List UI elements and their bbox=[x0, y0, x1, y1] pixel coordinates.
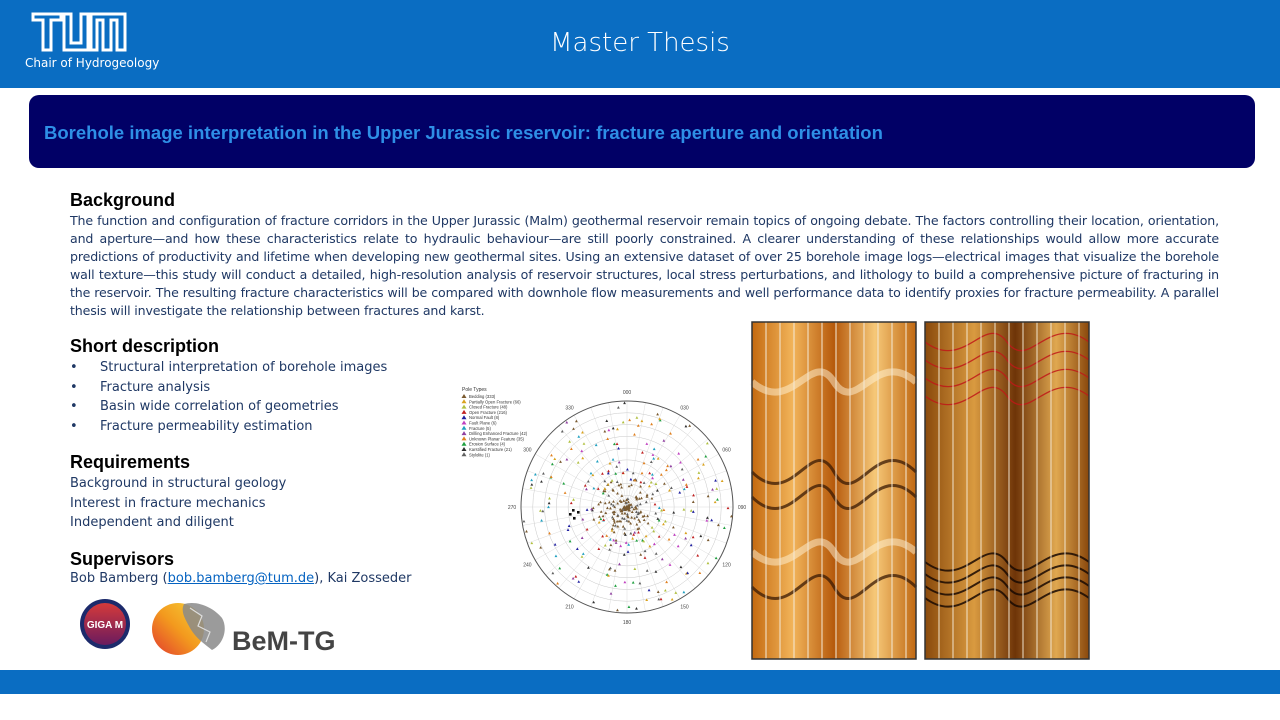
pole-marker bbox=[706, 442, 709, 445]
borehole-image-log-2 bbox=[925, 322, 1089, 659]
pole-marker bbox=[609, 544, 612, 547]
pole-marker bbox=[635, 523, 638, 526]
pole-marker bbox=[637, 518, 640, 521]
pole-marker bbox=[548, 502, 551, 505]
legend-marker-icon bbox=[462, 431, 467, 435]
bullet-icon: • bbox=[70, 418, 78, 434]
pole-marker bbox=[668, 538, 671, 541]
pole-marker bbox=[621, 512, 624, 515]
pole-marker bbox=[639, 503, 642, 506]
pole-marker bbox=[564, 491, 567, 494]
pole-marker bbox=[613, 443, 616, 446]
bullet-icon: • bbox=[70, 360, 78, 375]
pole-marker bbox=[623, 401, 626, 404]
pole-marker bbox=[584, 484, 587, 487]
pole-marker bbox=[572, 577, 575, 580]
pole-marker bbox=[643, 481, 646, 484]
pole-marker bbox=[635, 495, 638, 498]
pole-marker bbox=[674, 591, 677, 594]
pole-marker bbox=[612, 427, 615, 430]
pole-marker bbox=[568, 440, 571, 443]
short-description-list bbox=[70, 358, 387, 436]
pole-marker bbox=[628, 419, 631, 422]
pole-marker bbox=[597, 547, 600, 550]
pole-marker bbox=[707, 538, 710, 541]
azimuth-label: 330 bbox=[565, 405, 574, 412]
azimuth-label: 240 bbox=[523, 562, 532, 569]
pole-marker bbox=[581, 555, 584, 558]
pole-marker bbox=[662, 439, 665, 442]
pole-marker bbox=[699, 535, 702, 538]
pole-marker bbox=[586, 508, 589, 511]
pole-marker bbox=[684, 537, 687, 540]
pole-marker bbox=[562, 482, 565, 485]
pole-marker bbox=[632, 581, 635, 584]
pole-marker bbox=[530, 483, 533, 486]
pole-marker bbox=[616, 525, 619, 528]
pole-marker bbox=[696, 554, 699, 557]
pole-marker bbox=[633, 531, 636, 534]
pole-marker bbox=[705, 519, 708, 522]
azimuth-label: 180 bbox=[622, 620, 632, 626]
footer-bar bbox=[0, 670, 1280, 694]
pole-marker bbox=[577, 461, 580, 464]
legend-title: Pole Types bbox=[462, 387, 487, 393]
pole-marker bbox=[666, 465, 669, 468]
pole-marker bbox=[574, 575, 577, 578]
legend-marker-icon bbox=[462, 436, 467, 440]
pole-marker bbox=[605, 534, 608, 537]
legend-entry: Unknown Planar Feature (35) bbox=[469, 436, 524, 442]
pole-marker bbox=[523, 520, 526, 523]
pole-marker bbox=[637, 531, 640, 534]
pole-marker bbox=[723, 526, 726, 529]
pole-marker bbox=[628, 485, 631, 488]
pole-marker bbox=[672, 526, 675, 529]
pole-marker bbox=[540, 480, 543, 483]
pole-marker bbox=[601, 472, 604, 475]
supervisors-heading: Supervisors bbox=[70, 549, 175, 569]
page-subtitle: Master Thesis bbox=[550, 28, 730, 58]
email-link[interactable]: bob.bamberg@tum.de bbox=[167, 571, 315, 586]
pole-marker bbox=[645, 442, 648, 445]
azimuth-label: 210 bbox=[565, 604, 574, 611]
list-item: • Structural interpretation of borehole images bbox=[70, 358, 387, 378]
pole-marker bbox=[605, 419, 608, 422]
legend-marker-icon bbox=[462, 394, 467, 398]
pole-marker bbox=[692, 536, 695, 539]
pole-marker bbox=[657, 590, 660, 593]
azimuth-label: 090 bbox=[737, 505, 747, 511]
pole-marker bbox=[633, 433, 636, 436]
giga-logo-text: GIGA M bbox=[86, 620, 124, 631]
legend-marker-icon bbox=[462, 410, 467, 414]
pole-marker bbox=[570, 447, 573, 450]
pole-marker bbox=[645, 501, 648, 504]
pole-marker bbox=[706, 516, 709, 519]
pole-marker bbox=[684, 532, 687, 535]
pole-marker bbox=[647, 522, 650, 525]
pole-marker bbox=[682, 508, 685, 511]
pole-marker bbox=[669, 465, 672, 468]
pole-marker bbox=[648, 589, 651, 592]
pole-marker bbox=[653, 447, 656, 450]
pole-marker bbox=[715, 487, 718, 490]
pole-marker bbox=[622, 525, 625, 528]
pole-marker bbox=[665, 469, 668, 472]
pole-marker bbox=[680, 565, 683, 568]
pole-marker bbox=[661, 558, 664, 561]
pole-marker bbox=[577, 435, 580, 438]
pole-marker bbox=[670, 486, 673, 489]
pole-marker bbox=[707, 495, 710, 498]
pole-marker bbox=[607, 494, 610, 497]
pole-marker bbox=[616, 520, 619, 523]
azimuth-label: 060 bbox=[722, 447, 731, 454]
legend-entry: Stylolite (1) bbox=[469, 452, 490, 458]
pole-marker bbox=[648, 472, 651, 475]
pole-marker bbox=[650, 460, 653, 463]
pole-marker bbox=[692, 500, 695, 503]
pole-marker bbox=[623, 581, 626, 584]
pole-marker bbox=[697, 471, 700, 474]
pole-marker bbox=[681, 468, 684, 471]
pole-marker bbox=[622, 421, 625, 424]
pole-marker bbox=[547, 505, 550, 508]
pole-marker bbox=[672, 511, 675, 514]
legend-marker-icon bbox=[462, 442, 467, 446]
pole-marker bbox=[585, 488, 588, 491]
pole-marker bbox=[685, 483, 688, 486]
pole-marker bbox=[697, 477, 700, 480]
pole-marker bbox=[573, 517, 576, 520]
pole-marker bbox=[616, 442, 619, 445]
pole-marker bbox=[568, 524, 571, 527]
thesis-title: Borehole image interpretation in the Upper Jurassic reservoir: fracture aperture and orientation bbox=[44, 122, 883, 143]
pole-marker bbox=[633, 567, 636, 570]
pole-marker bbox=[582, 552, 585, 555]
pole-marker bbox=[559, 460, 562, 463]
bullet-icon: • bbox=[70, 399, 78, 414]
pole-marker bbox=[714, 479, 717, 482]
pole-marker bbox=[615, 465, 618, 468]
pole-marker bbox=[658, 417, 661, 420]
pole-marker bbox=[577, 580, 580, 583]
legend-marker-icon bbox=[462, 405, 467, 409]
pole-marker bbox=[599, 517, 602, 520]
legend-entry: Karstified Fracture (21) bbox=[469, 447, 512, 452]
pole-marker bbox=[569, 513, 572, 516]
pole-marker bbox=[707, 562, 710, 565]
pole-marker bbox=[611, 527, 614, 530]
pole-marker bbox=[698, 571, 701, 574]
pole-marker bbox=[626, 468, 629, 471]
pole-marker bbox=[617, 406, 620, 409]
pole-marker bbox=[540, 519, 543, 522]
pole-marker bbox=[565, 458, 568, 461]
pole-marker bbox=[677, 452, 680, 455]
azimuth-label: 150 bbox=[680, 604, 689, 611]
pole-marker bbox=[565, 421, 568, 424]
pole-marker bbox=[683, 488, 686, 491]
pole-marker bbox=[714, 501, 717, 504]
pole-marker bbox=[653, 542, 656, 545]
pole-marker bbox=[608, 548, 611, 551]
pole-marker bbox=[618, 461, 621, 464]
azimuth-label: 300 bbox=[523, 447, 532, 454]
pole-marker bbox=[651, 493, 654, 496]
pole-marker bbox=[678, 491, 681, 494]
pole-marker bbox=[721, 479, 724, 482]
pole-marker bbox=[612, 458, 615, 461]
pole-marker bbox=[616, 428, 619, 431]
pole-marker bbox=[711, 488, 714, 491]
pole-marker bbox=[652, 457, 655, 460]
pole-marker bbox=[616, 480, 619, 483]
pole-marker bbox=[554, 543, 557, 546]
pole-marker bbox=[641, 451, 644, 454]
pole-marker bbox=[682, 591, 685, 594]
pole-marker bbox=[604, 511, 607, 514]
bem-logo-text: BeM-TG bbox=[232, 626, 336, 656]
pole-marker bbox=[558, 567, 561, 570]
list-item: Background in structural geology bbox=[70, 476, 287, 491]
pole-marker bbox=[697, 458, 700, 461]
giga-m-logo-icon bbox=[79, 598, 131, 650]
list-item: Independent and diligent bbox=[70, 515, 234, 530]
pole-marker bbox=[646, 569, 649, 572]
pole-marker bbox=[623, 553, 626, 556]
pole-marker bbox=[616, 609, 619, 612]
list-item: • Fracture analysis bbox=[70, 378, 387, 398]
pole-marker bbox=[614, 584, 617, 587]
pole-marker bbox=[551, 463, 554, 466]
pole-marker bbox=[572, 509, 575, 512]
legend-entry: Bedding (333) bbox=[469, 394, 496, 399]
short-description-heading: Short description bbox=[70, 336, 220, 356]
pole-marker bbox=[657, 457, 660, 460]
pole-marker bbox=[548, 497, 551, 500]
pole-marker bbox=[586, 528, 589, 531]
pole-marker bbox=[664, 589, 667, 592]
pole-marker bbox=[662, 508, 665, 511]
bem-tg-logo-icon bbox=[150, 598, 355, 656]
pole-marker bbox=[704, 455, 707, 458]
pole-marker bbox=[577, 511, 580, 514]
pole-marker bbox=[598, 521, 601, 524]
azimuth-label: 270 bbox=[507, 505, 517, 511]
pole-marker bbox=[656, 413, 659, 416]
pole-marker bbox=[641, 472, 644, 475]
pole-marker bbox=[644, 556, 647, 559]
header-bar bbox=[0, 0, 1280, 88]
pole-marker bbox=[690, 509, 693, 512]
pole-marker bbox=[663, 482, 666, 485]
pole-marker bbox=[635, 515, 638, 518]
pole-marker bbox=[688, 424, 691, 427]
pole-marker bbox=[640, 420, 643, 423]
pole-marker bbox=[583, 442, 586, 445]
pole-marker bbox=[650, 423, 653, 426]
pole-marker bbox=[657, 598, 660, 601]
pole-marker bbox=[665, 580, 668, 583]
pole-marker bbox=[569, 540, 572, 543]
pole-marker bbox=[555, 555, 558, 558]
background-heading: Background bbox=[70, 190, 176, 210]
pole-marker bbox=[690, 544, 693, 547]
pole-marker bbox=[603, 430, 606, 433]
pole-marker bbox=[710, 519, 713, 522]
pole-marker bbox=[625, 519, 628, 522]
list-item: • Fracture permeability estimation bbox=[70, 417, 387, 437]
pole-marker bbox=[716, 498, 719, 501]
legend-marker-icon bbox=[462, 452, 467, 456]
list-item: Interest in fracture mechanics bbox=[70, 495, 266, 511]
legend-entry: Normal Fault (8) bbox=[469, 415, 500, 421]
pole-marker bbox=[556, 582, 559, 585]
azimuth-label: 000 bbox=[622, 390, 632, 396]
pole-marker bbox=[635, 416, 638, 419]
legend-marker-icon bbox=[462, 399, 467, 403]
pole-marker bbox=[682, 478, 685, 481]
title-banner bbox=[29, 95, 1255, 168]
pole-marker bbox=[541, 510, 544, 513]
pole-marker bbox=[638, 582, 641, 585]
requirements-list bbox=[70, 474, 286, 533]
pole-marker bbox=[635, 607, 638, 610]
background-text: The function and configuration of fracture corridors in the Upper Jurassic (Malm) geothermal reservoir remain topics of ongoing debate. The factors controlling their location, orientation, and aperture—and how these characteristics relate to hydraulic behaviour—are still poorly constrained. A clearer understanding of these relationships would allow more accurate predictions of productivity and lifetime when developing new geothermal sites. Using an extensive dataset of over 25 borehole image logs—electrical images that visualize the borehole wall texture—this study will conduct a detailed, high-resolution analysis of reservoir structures, local stress perturbations, and lithology to build a comprehensive picture of fracturing in the reservoir. The resulting fracture characteristics will be compared with downhole flow measurements and well performance data to identify proxies for fracture permeability. A parallel thesis will investigate the relationship between fractures and karst. bbox=[70, 213, 1219, 318]
list-item: • Basin wide correlation of geometries bbox=[70, 397, 387, 417]
legend-entry: Drilling Enhanced Fracture (42) bbox=[469, 431, 528, 437]
pole-marker bbox=[654, 503, 657, 506]
pole-marker bbox=[581, 536, 584, 539]
pole-marker bbox=[607, 470, 610, 473]
pole-marker bbox=[581, 518, 584, 521]
pole-marker bbox=[539, 509, 542, 512]
pole-marker bbox=[655, 552, 658, 555]
pole-marker bbox=[530, 486, 533, 489]
pole-marker bbox=[627, 543, 630, 546]
pole-marker bbox=[631, 510, 634, 513]
chair-name: Chair of Hydrogeology bbox=[25, 56, 160, 70]
pole-marker bbox=[628, 605, 631, 608]
pole-marker bbox=[658, 535, 661, 538]
legend-marker-icon bbox=[462, 426, 467, 430]
pole-marker bbox=[607, 429, 610, 432]
pole-marker bbox=[525, 530, 528, 533]
pole-marker bbox=[572, 498, 575, 501]
pole-marker bbox=[551, 572, 554, 575]
pole-marker bbox=[550, 454, 553, 457]
pole-marker bbox=[581, 457, 584, 460]
pole-marker bbox=[604, 544, 607, 547]
pole-marker bbox=[662, 523, 665, 526]
pole-marker bbox=[655, 570, 658, 573]
pole-marker bbox=[651, 473, 654, 476]
pole-marker bbox=[677, 545, 680, 548]
pole-marker bbox=[612, 500, 615, 503]
pole-marker bbox=[671, 598, 674, 601]
pole-marker bbox=[619, 545, 622, 548]
pole-marker bbox=[608, 501, 611, 504]
legend-entry: Partially Open Fracture (66) bbox=[469, 399, 521, 405]
pole-marker bbox=[580, 449, 583, 452]
legend-entry: Erosion Surface (4) bbox=[469, 441, 506, 447]
azimuth-label: 030 bbox=[680, 405, 689, 412]
pole-marker bbox=[570, 502, 573, 505]
pole-marker bbox=[618, 563, 621, 566]
legend-entry: Fracture (5) bbox=[469, 425, 491, 431]
legend-entry: Open Fracture (216) bbox=[469, 409, 507, 415]
pole-marker bbox=[648, 485, 651, 488]
borehole-image-log-1 bbox=[752, 322, 916, 659]
legend-marker-icon bbox=[462, 415, 467, 419]
pole-marker bbox=[635, 539, 638, 542]
pole-marker bbox=[620, 486, 623, 489]
pole-marker bbox=[542, 472, 545, 475]
pole-marker bbox=[631, 537, 634, 540]
bullet-icon: • bbox=[70, 379, 78, 395]
pole-marker bbox=[590, 472, 593, 475]
pole-marker bbox=[684, 425, 687, 428]
pole-marker bbox=[617, 447, 620, 450]
legend-marker-icon bbox=[462, 421, 467, 425]
azimuth-label: 120 bbox=[722, 562, 731, 569]
legend-entry: Fault Plane (6) bbox=[469, 420, 497, 426]
pole-marker bbox=[615, 541, 618, 544]
requirements-heading: Requirements bbox=[70, 452, 191, 472]
supervisors-text: Bob Bamberg (bob.bamberg@tum.de), Kai Zosseder bbox=[70, 571, 412, 586]
pole-marker bbox=[639, 553, 642, 556]
pole-marker bbox=[643, 518, 646, 521]
legend-entry: Closed Fracture (48) bbox=[469, 404, 508, 410]
pole-marker bbox=[553, 457, 556, 460]
pole-marker bbox=[530, 479, 533, 482]
stereonet-plot bbox=[456, 382, 747, 626]
legend-marker-icon bbox=[462, 447, 467, 451]
pole-marker bbox=[596, 460, 599, 463]
